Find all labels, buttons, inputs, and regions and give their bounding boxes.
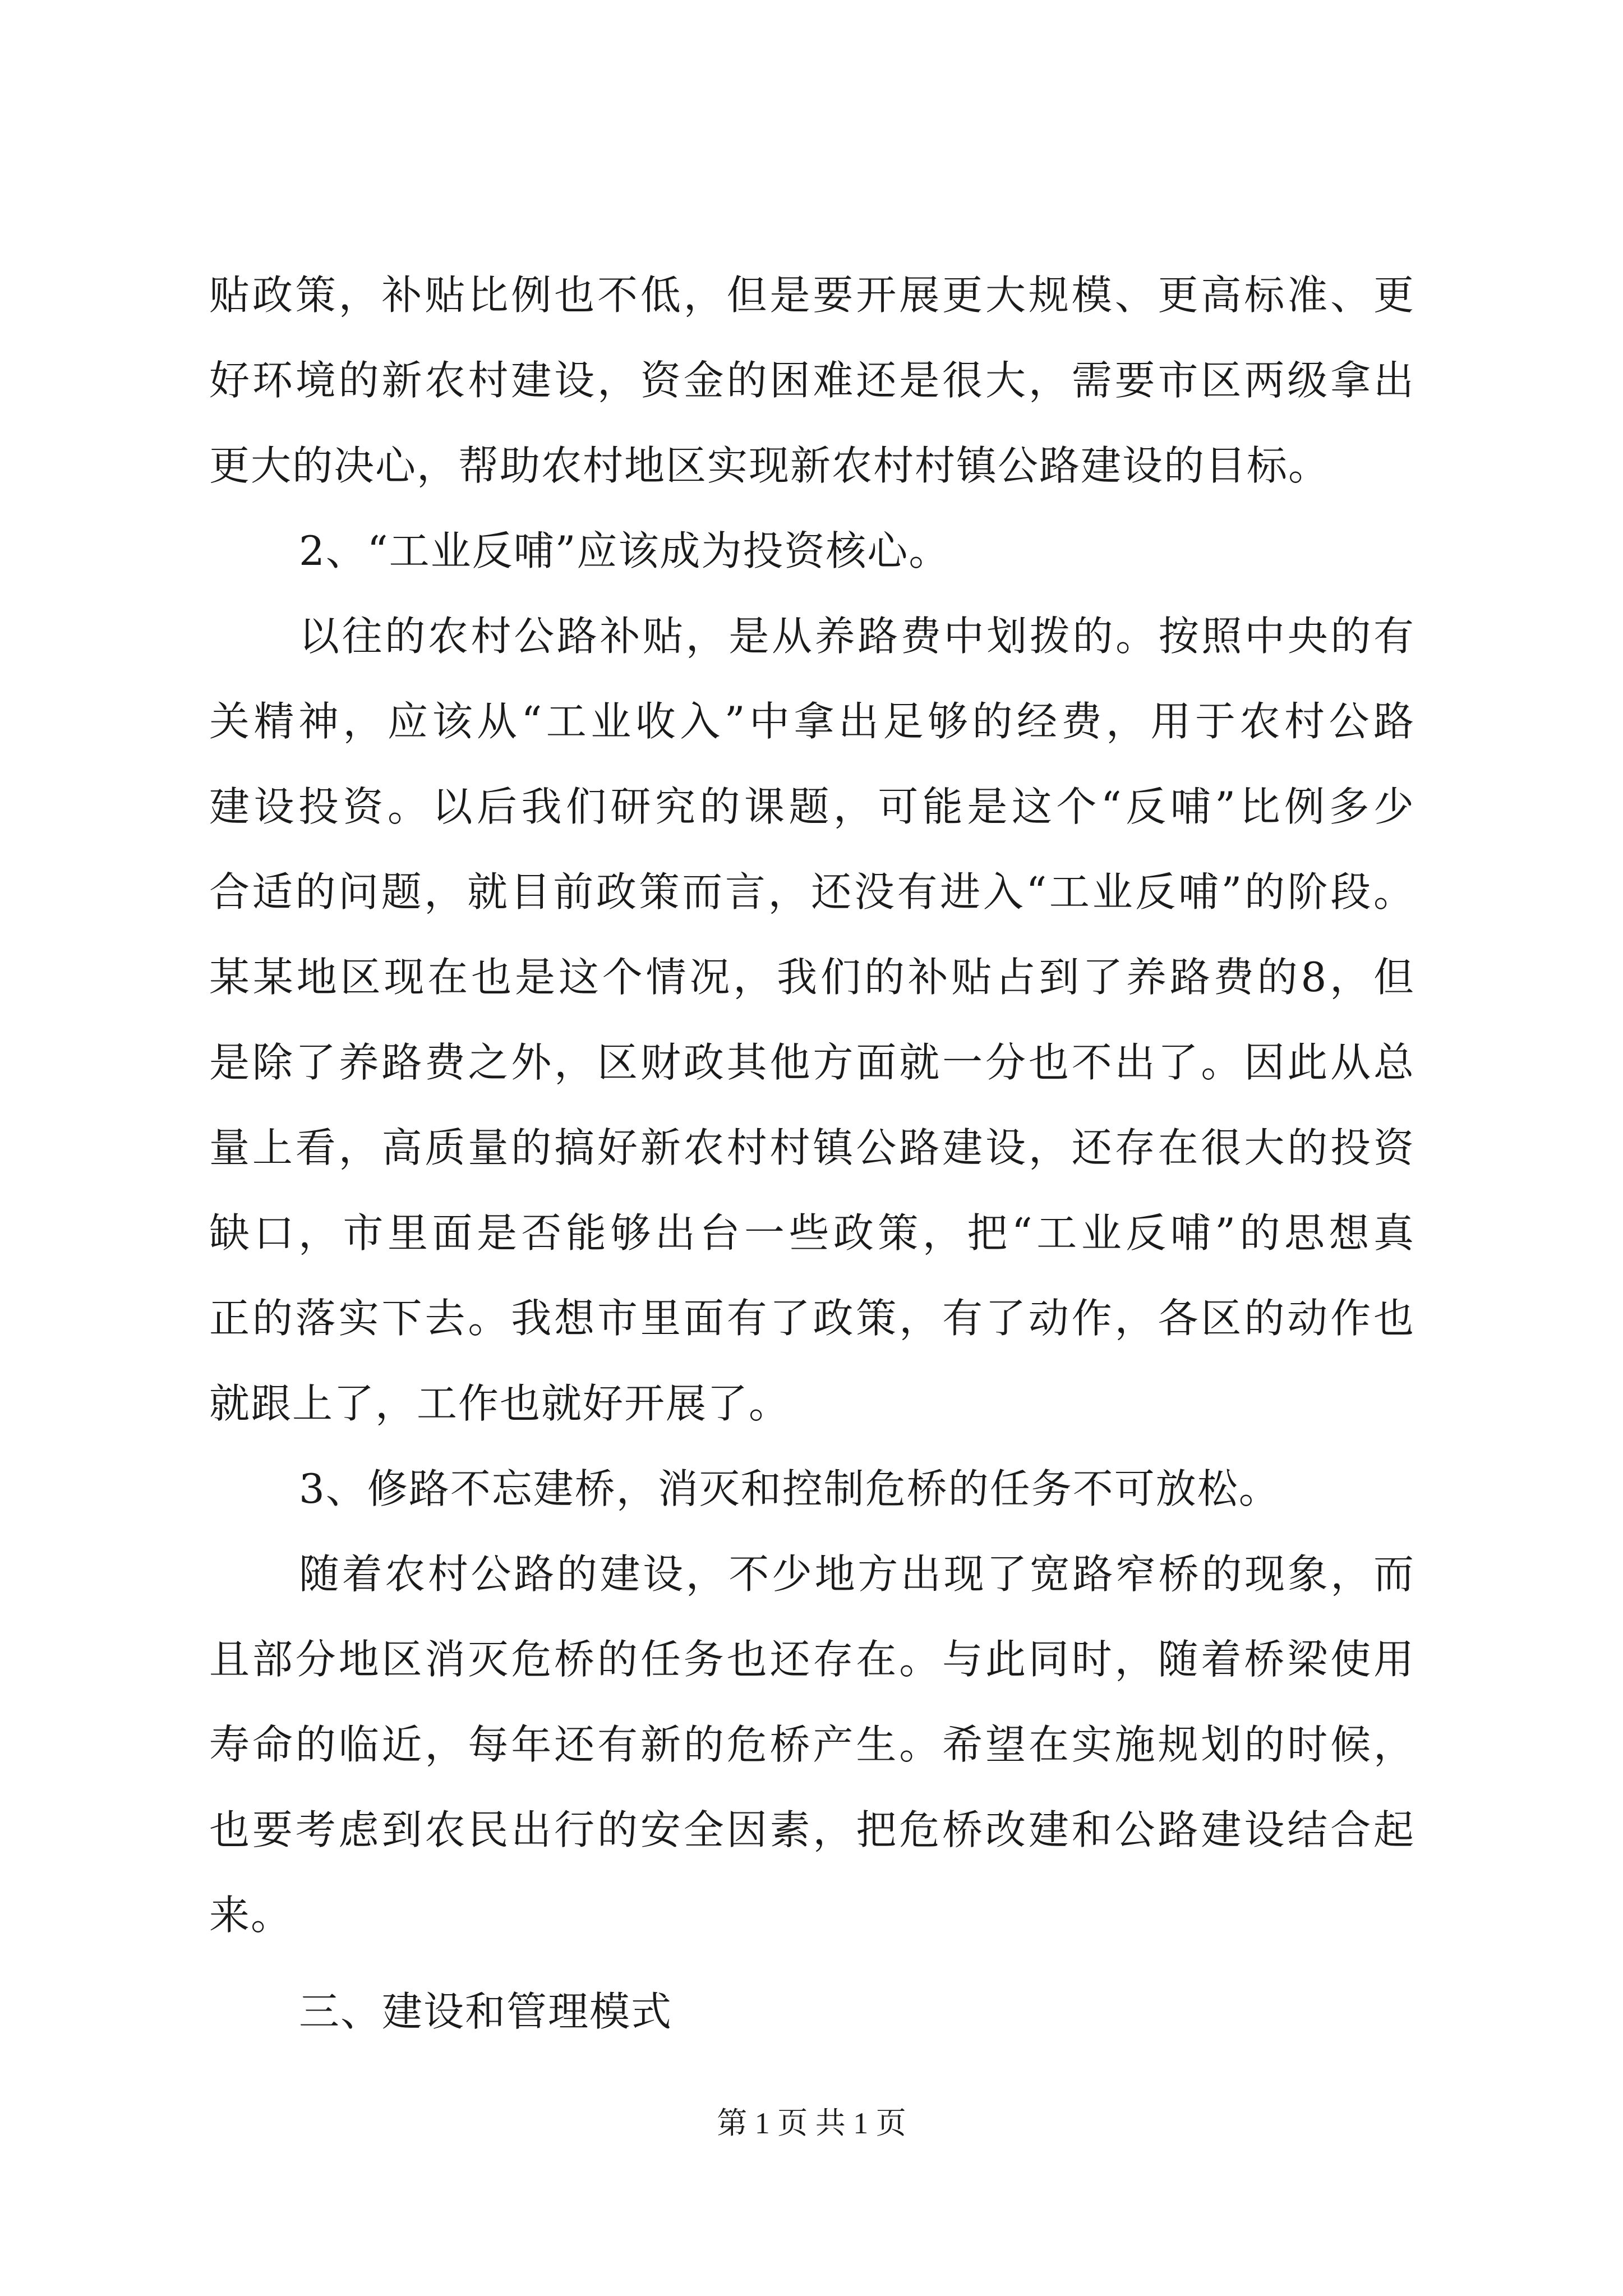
text-line: 更大的决心，帮助农村地区实现新农村村镇公路建设的目标。 <box>209 442 1330 489</box>
paragraph-gap <box>209 1958 1415 1969</box>
text-line: 正的落实下去。我想市里面有了政策，有了动作，各区的动作也 <box>209 1295 1415 1342</box>
page-number-footer: 第 1 页 共 1 页 <box>717 2106 906 2140</box>
text-line: 某某地区现在也是这个情况，我们的补贴占到了养路费的8，但 <box>209 954 1415 1001</box>
text-line: 来。 <box>209 1892 293 1939</box>
document-body <box>209 252 1415 2054</box>
section-heading: 3、修路不忘建桥，消灭和控制危桥的任务不可放松。 <box>299 1465 1280 1512</box>
text-line: 合适的问题，就目前政策而言，还没有进入“工业反哺”的阶段。 <box>209 868 1415 915</box>
text-line: 也要考虑到农民出行的安全因素，把危桥改建和公路建设结合起 <box>209 1806 1415 1853</box>
text-line: 好环境的新农村建设，资金的困难还是很大，需要市区两级拿出 <box>209 357 1415 404</box>
text-line: 建设投资。以后我们研究的课题，可能是这个“反哺”比例多少 <box>209 783 1415 830</box>
text-line: 且部分地区消灭危桥的任务也还存在。与此同时，随着桥梁使用 <box>209 1636 1415 1683</box>
section-heading: 三、建设和管理模式 <box>299 1988 673 2035</box>
text-line: 量上看，高质量的搞好新农村村镇公路建设，还存在很大的投资 <box>209 1124 1415 1171</box>
section-heading: 2、“工业反哺”应该成为投资核心。 <box>299 527 951 574</box>
text-line: 随着农村公路的建设，不少地方出现了宽路窄桥的现象，而 <box>299 1550 1415 1598</box>
text-line: 贴政策，补贴比例也不低，但是要开展更大规模、更高标准、更 <box>209 272 1415 319</box>
text-line: 就跟上了，工作也就好开展了。 <box>209 1380 791 1427</box>
text-line: 缺口，市里面是否能够出台一些政策，把“工业反哺”的思想真 <box>209 1209 1415 1257</box>
text-line: 以往的农村公路补贴，是从养路费中划拨的。按照中央的有 <box>299 613 1415 660</box>
text-line: 是除了养路费之外，区财政其他方面就一分也不出了。因此从总 <box>209 1039 1415 1086</box>
text-line: 关精神，应该从“工业收入”中拿出足够的经费，用于农村公路 <box>209 698 1415 745</box>
text-line: 寿命的临近，每年还有新的危桥产生。希望在实施规划的时候， <box>209 1721 1415 1768</box>
